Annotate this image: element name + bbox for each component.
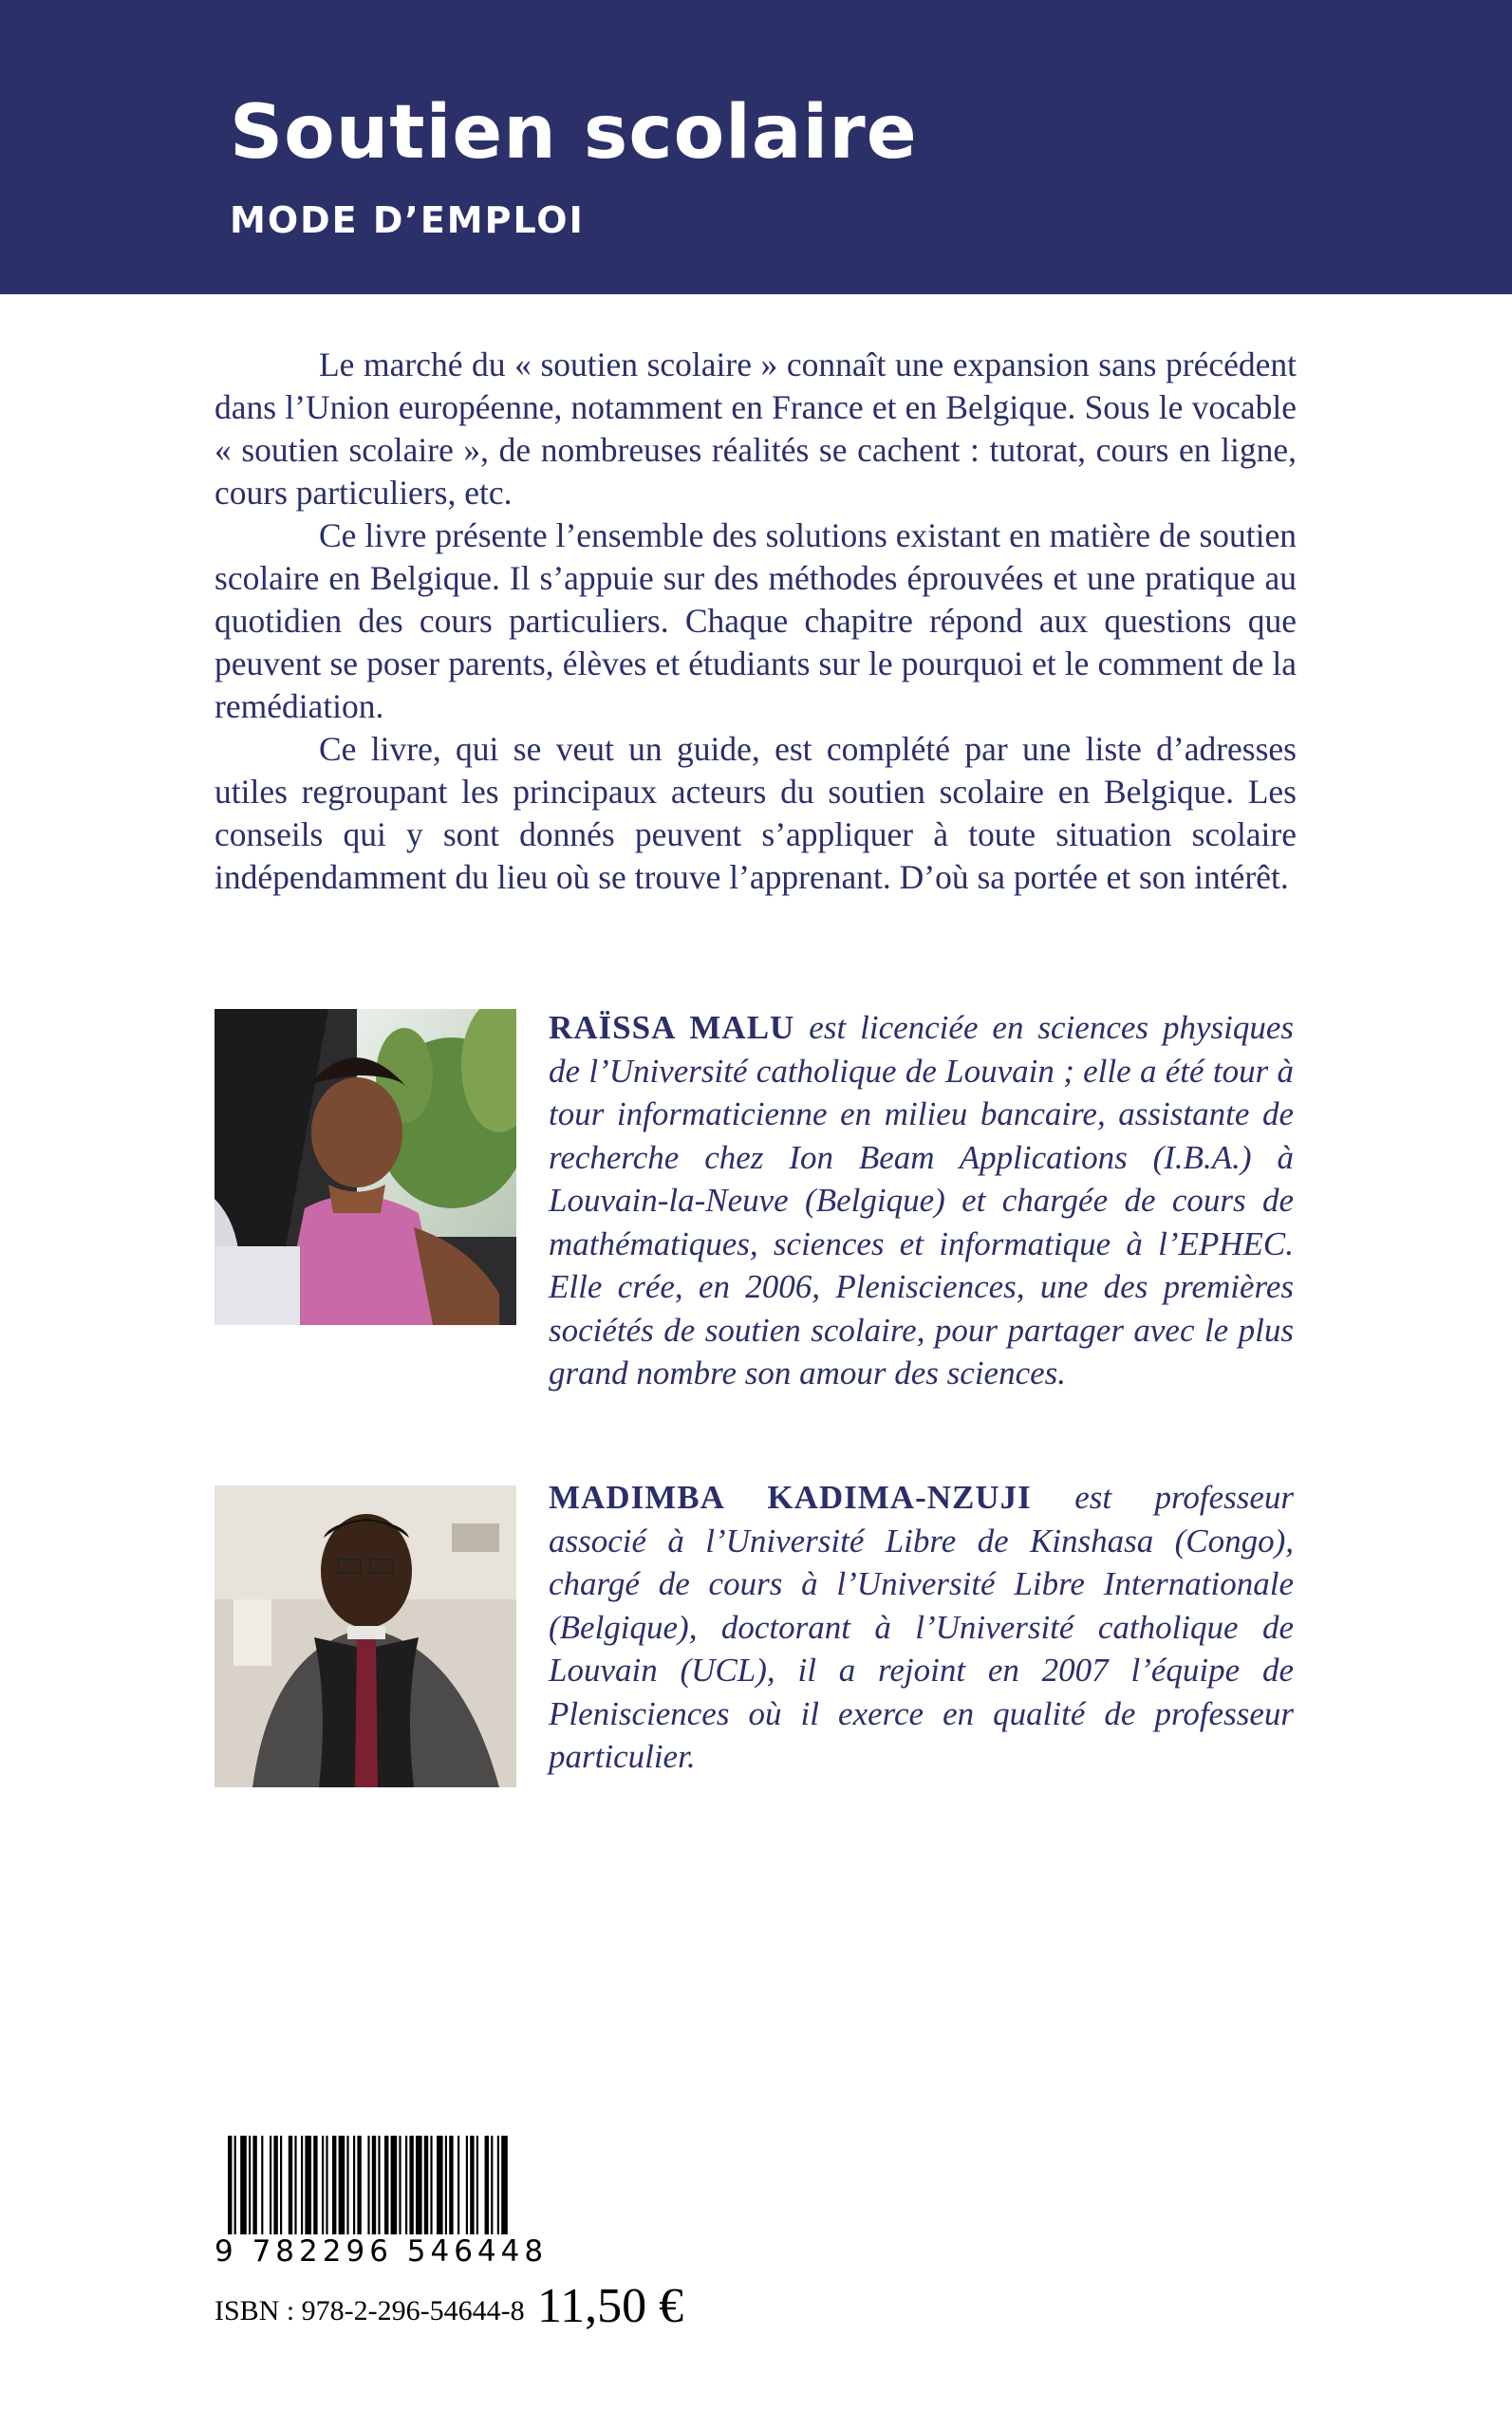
- author-photo-madimba-kadima-nzuji: [215, 1485, 516, 1787]
- barcode-bar: [326, 2136, 327, 2234]
- barcode-bar: [416, 2136, 422, 2234]
- barcode-bar: [270, 2136, 271, 2234]
- barcode-bar: [476, 2136, 478, 2234]
- barcode-bar: [430, 2136, 432, 2234]
- barcode-bar: [485, 2136, 489, 2234]
- barcode-bar: [332, 2136, 336, 2234]
- intro-text: [215, 344, 1297, 899]
- barcode-bars: [215, 2136, 516, 2234]
- author-bio-raissa-malu: [549, 1006, 1294, 1395]
- barcode-bar: [252, 2136, 256, 2234]
- author-name: RAÏSSA MALU: [549, 1009, 795, 1046]
- barcode-bar: [437, 2136, 443, 2234]
- price-label: 11,50 €: [537, 2279, 684, 2333]
- barcode-bar: [501, 2136, 508, 2234]
- isbn-label: ISBN : 978-2-296-54644-8: [215, 2295, 525, 2326]
- barcode-bar: [491, 2136, 493, 2234]
- intro-paragraph-2: Ce livre présente l’ensemble des solutions existant en matière de soutien scolaire en Belgique. Il s’appuie sur des méthodes éprouvées et une pratique au quotidien des cours particuliers. Chaque chapitre répond aux questions que peuvent se poser parents, élèves et étudiants sur le pourquoi et le comment de la remédiation.: [215, 516, 1297, 725]
- barcode-bar: [457, 2136, 459, 2234]
- barcode-bar: [346, 2136, 348, 2234]
- author-bio-madimba-kadima-nzuji: [549, 1476, 1294, 1779]
- barcode-bar: [424, 2136, 428, 2234]
- barcode-bar: [445, 2136, 447, 2234]
- barcode-bar: [234, 2136, 236, 2234]
- book-title: Soutien scolaire: [230, 90, 918, 176]
- intro-paragraph-1: Le marché du « soutien scolaire » connaît une expansion sans précédent dans l’Union européenne, notamment en France et en Belgique. Sous le vocable « soutien scolaire », de nombreuses réalités se cachent : tutorat, cours en ligne, cours particuliers, etc.: [215, 346, 1297, 512]
- barcode-bar: [384, 2136, 388, 2234]
- barcode-bar: [367, 2136, 369, 2234]
- barcode-bar: [289, 2136, 292, 2234]
- intro-paragraph-3: Ce livre, qui se veut un guide, est complété par une liste d’adresses utiles regroupant les principaux acteurs du soutien scolaire en Belgique. Les conseils qui y sont donnés peuvent s’appliquer à toute situation scolaire indépendamment du lieu où se trouve l’apprenant. D’où sa portée et son intérêt.: [215, 730, 1297, 896]
- barcode-bar: [273, 2136, 277, 2234]
- header-banner: [0, 0, 1512, 294]
- barcode-bar: [378, 2136, 380, 2234]
- barcode-bar: [399, 2136, 401, 2234]
- barcode-bar: [372, 2136, 376, 2234]
- barcode-bar: [405, 2136, 407, 2234]
- barcode-bar: [470, 2136, 474, 2234]
- barcode-digits: 9 782296 546448: [215, 2234, 549, 2269]
- barcode-bar: [313, 2136, 317, 2234]
- barcode-bar: [228, 2136, 232, 2234]
- author-photo-raissa-malu: [215, 1009, 516, 1325]
- barcode-bar: [322, 2136, 324, 2234]
- barcode-bar: [249, 2136, 251, 2234]
- author-name: MADIMBA KADIMA-NZUJI: [549, 1479, 1032, 1516]
- author-bio-text: est professeur associé à l’Université Libre de Kinshasa (Congo), chargé de cours à l’Université Libre Internationale (Belgique), doctorant à l’Université catholique de Louvain (UCL), il a rejoint en 2007 l’équipe de Plenisciences où il exerce en qualité de professeur particulier.: [549, 1479, 1295, 1775]
- barcode-bar: [339, 2136, 345, 2234]
- barcode-bar: [466, 2136, 468, 2234]
- barcode-bar: [301, 2136, 303, 2234]
- barcode-bar: [261, 2136, 263, 2234]
- barcode-bar: [305, 2136, 311, 2234]
- barcode-bar: [353, 2136, 355, 2234]
- author-bio-text: est licenciée en sciences physiques de l’Université catholique de Louvain ; elle a été tour à tour informaticienne en milieu bancaire, assistante de recherche chez Ion Beam Applications (I.B.A.) à Louvain-la-Neuve (Belgique) et chargée de cours de mathématiques, sciences et informatique à l’EPHEC. Elle crée, en 2006, Plenisciences, une des premières sociétés de soutien scolaire, pour partager avec le plus grand nombre son amour des sciences.: [549, 1009, 1294, 1392]
- barcode-bar: [280, 2136, 282, 2234]
- book-subtitle: MODE D’EMPLOI: [230, 199, 585, 241]
- barcode-bar: [409, 2136, 413, 2234]
- barcode-bar: [391, 2136, 398, 2234]
- barcode-bar: [449, 2136, 453, 2234]
- barcode-bar: [497, 2136, 499, 2234]
- barcode-bar: [357, 2136, 361, 2234]
- barcode-bar: [240, 2136, 247, 2234]
- barcode-bar: [294, 2136, 296, 2234]
